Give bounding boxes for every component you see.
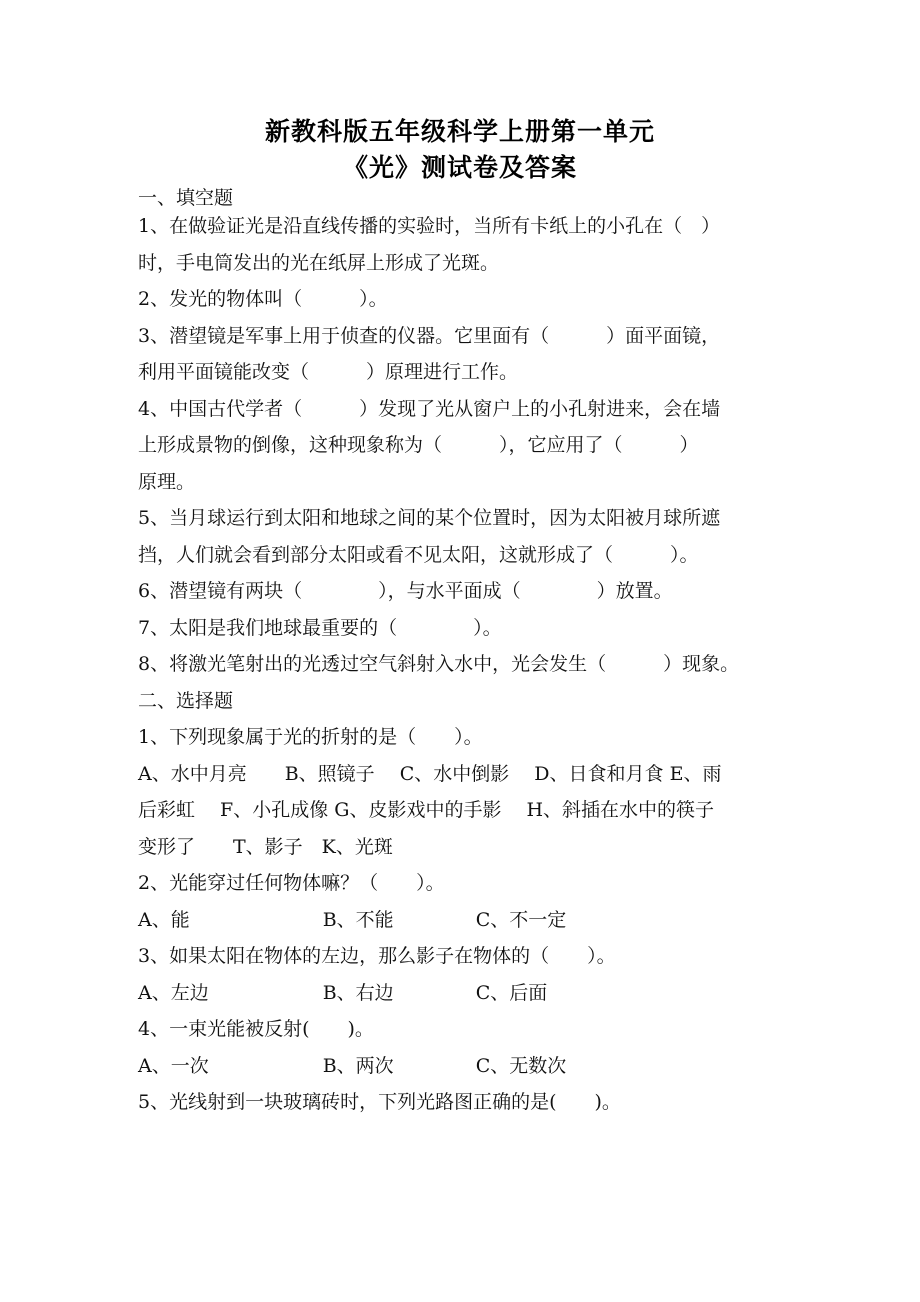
question-line: 6、潜望镜有两块（ ），与水平面成（ ）放置。 <box>138 580 673 602</box>
question-line: 3、如果太阳在物体的左边，那么影子在物体的（ ）。 <box>138 945 616 967</box>
option-line: A、水中月亮 B、照镜子 C、水中倒影 D、日食和月食 E、雨 <box>138 763 722 785</box>
option-line: 后彩虹 F、小孔成像 G、皮影戏中的手影 H、斜插在水中的筷子 <box>138 799 715 821</box>
option-line: A、一次 B、两次 C、无数次 <box>138 1055 567 1077</box>
section-heading-multiple-choice: 二、选择题 <box>138 690 234 712</box>
question-line: 2、发光的物体叫（ ）。 <box>138 288 388 310</box>
question-line: 5、光线射到一块玻璃砖时，下列光路图正确的是( )。 <box>138 1091 621 1113</box>
question-line: 利用平面镜能改变（ ）原理进行工作。 <box>138 361 519 383</box>
question-line: 4、中国古代学者（ ）发现了光从窗户上的小孔射进来，会在墙 <box>138 398 721 420</box>
question-line: 原理。 <box>138 471 196 493</box>
question-line: 时，手电筒发出的光在纸屏上形成了光斑。 <box>138 252 500 274</box>
document-title-line1: 新教科版五年级科学上册第一单元 <box>264 117 655 146</box>
question-line: 7、太阳是我们地球最重要的（ ）。 <box>138 617 502 639</box>
question-line: 5、当月球运行到太阳和地球之间的某个位置时，因为太阳被月球所遮 <box>138 507 721 529</box>
section-heading-fill-in: 一、填空题 <box>138 187 234 209</box>
question-line: 3、潜望镜是军事上用于侦查的仪器。它里面有（ ）面平面镜， <box>138 325 721 347</box>
document-title-line2: 《光》测试卷及答案 <box>342 153 577 182</box>
question-line: 上形成景物的倒像，这种现象称为（ ），它应用了（ ） <box>138 434 699 456</box>
question-line: 挡，人们就会看到部分太阳或看不见太阳，这就形成了（ ）。 <box>138 544 699 566</box>
question-line: 4、一束光能被反射( )。 <box>138 1018 374 1040</box>
question-line: 1、在做验证光是沿直线传播的实验时，当所有卡纸上的小孔在（ ） <box>138 215 721 237</box>
option-line: A、左边 B、右边 C、后面 <box>138 982 548 1004</box>
question-line: 8、将激光笔射出的光透过空气斜射入水中，光会发生（ ）现象。 <box>138 653 740 675</box>
question-line: 2、光能穿过任何物体嘛？（ ）。 <box>138 872 445 894</box>
question-line: 1、下列现象属于光的折射的是（ ）。 <box>138 726 483 748</box>
option-line: A、能 B、不能 C、不一定 <box>138 909 567 931</box>
option-line: 变形了 T、影子 K、光斑 <box>138 836 393 858</box>
